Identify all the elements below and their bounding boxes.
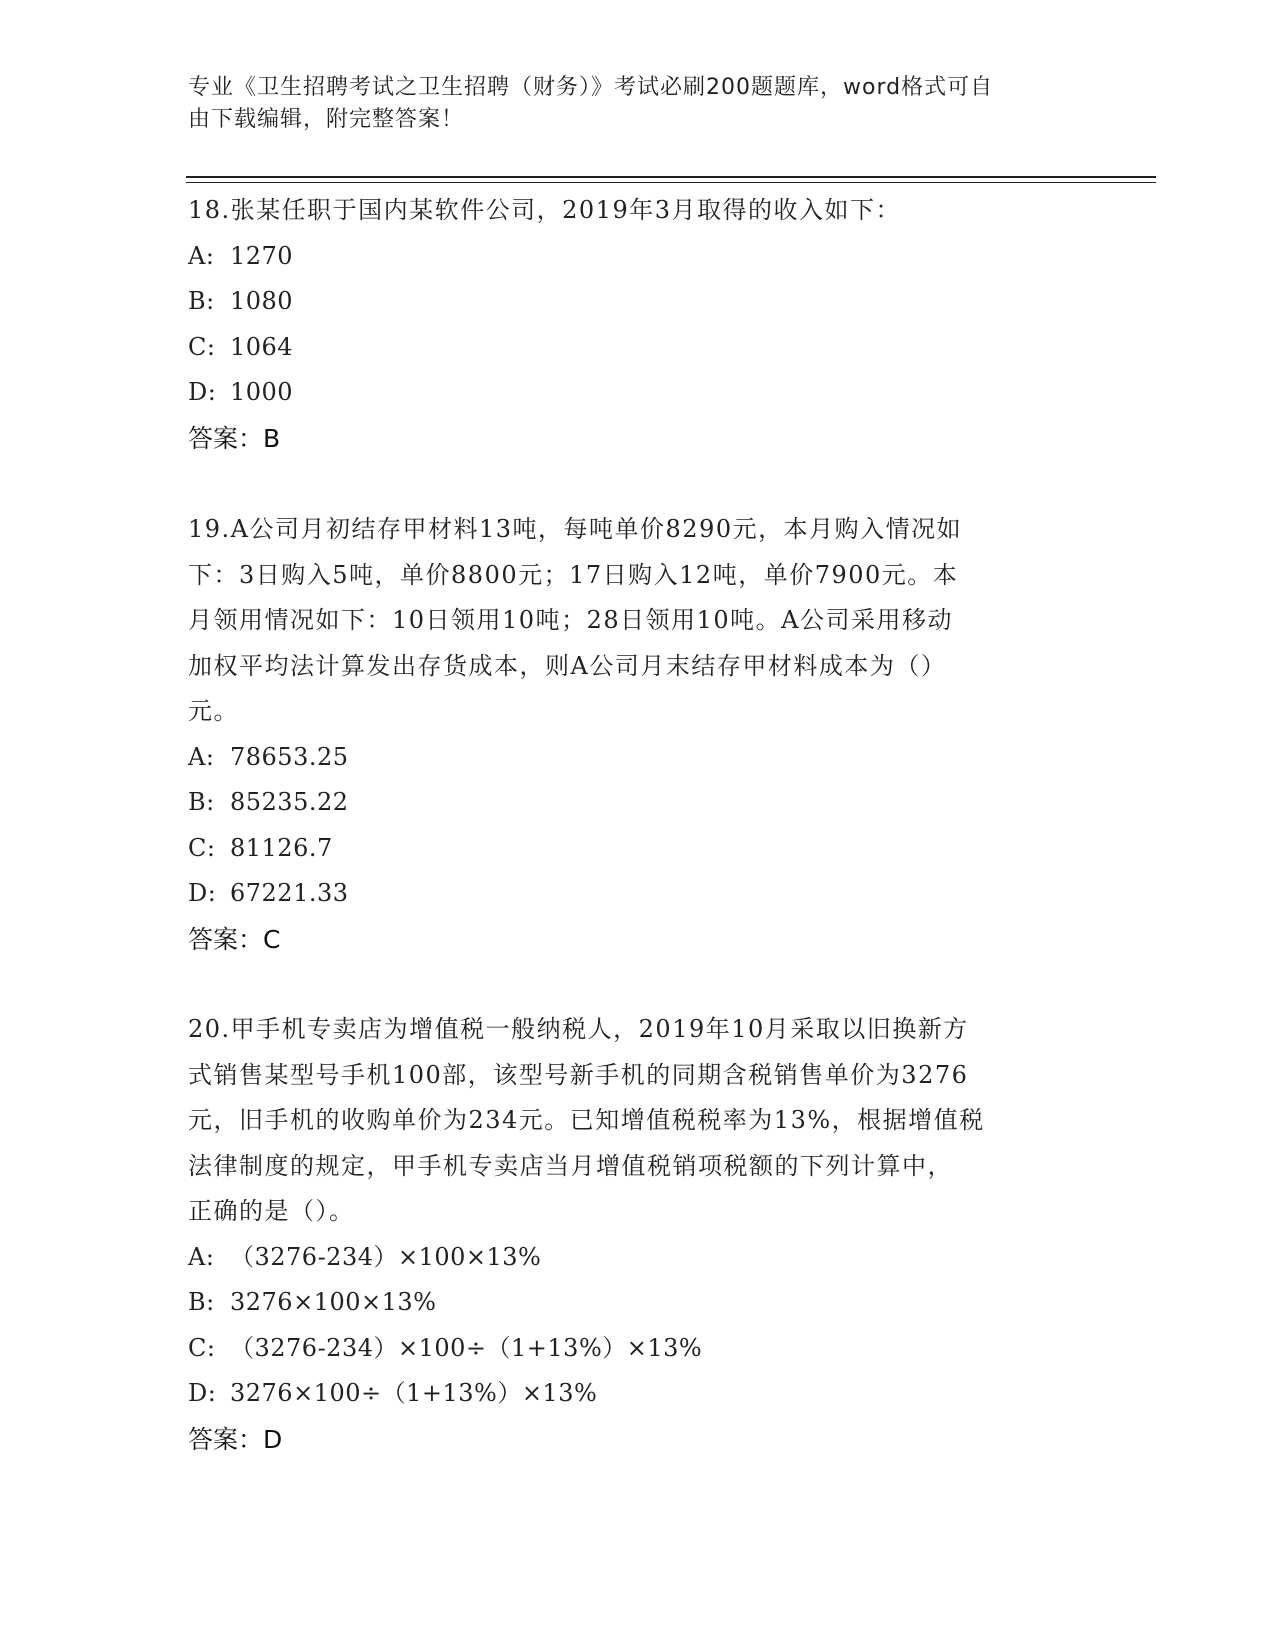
option-text: 1080 xyxy=(230,287,294,315)
option-b xyxy=(188,780,1078,826)
question-stem-line: 元，旧手机的收购单价为234元。已知增值税税率为13%，根据增值税 xyxy=(188,1106,985,1134)
option-text: 1000 xyxy=(230,378,294,406)
option-letter: A: xyxy=(188,742,215,771)
option-letter: D: xyxy=(188,1379,217,1407)
question-stem-line: 20.甲手机专卖店为增值税一般纳税人，2019年10月采取以旧换新方 xyxy=(188,1015,969,1043)
question-19 xyxy=(188,507,1078,962)
option-letter: B: xyxy=(188,788,215,816)
option-letter: A: xyxy=(188,241,215,270)
option-a xyxy=(188,735,1078,781)
document-header xyxy=(188,72,1068,136)
answer-line: 答案：C xyxy=(188,924,281,954)
option-b xyxy=(188,1280,1078,1326)
option-letter: B: xyxy=(188,287,215,315)
option-c xyxy=(188,325,1078,371)
option-c xyxy=(188,1326,1078,1372)
option-text: 81126.7 xyxy=(230,833,333,862)
option-letter: A: xyxy=(188,1242,215,1271)
option-text: 1270 xyxy=(230,241,294,270)
option-text: 85235.22 xyxy=(230,788,349,816)
option-text: 1064 xyxy=(230,332,294,361)
answer-line: 答案：B xyxy=(188,423,281,453)
header-divider-thick xyxy=(186,176,1156,178)
question-stem-line: 正确的是（）。 xyxy=(188,1197,355,1225)
option-letter: C: xyxy=(188,833,216,862)
question-stem-line: 下：3日购入5吨，单价8800元；17日购入12吨，单价7900元。本 xyxy=(188,560,959,589)
question-stem-line: 法律制度的规定，甲手机专卖店当月增值税销项税额的下列计算中， xyxy=(188,1151,953,1180)
question-stem-line: 式销售某型号手机100部，该型号新手机的同期含税销售单价为3276 xyxy=(188,1060,969,1089)
question-stem-line: 18.张某任职于国内某软件公司，2019年3月取得的收入如下： xyxy=(188,196,902,224)
option-text: 78653.25 xyxy=(230,742,349,771)
option-d xyxy=(188,370,1078,416)
question-18 xyxy=(188,188,1078,461)
option-letter: C: xyxy=(188,1333,216,1362)
question-stem-line: 19.A公司月初结存甲材料13吨，每吨单价8290元，本月购入情况如 xyxy=(188,515,963,543)
header-divider-thin xyxy=(186,182,1156,183)
option-text: 67221.33 xyxy=(230,879,349,907)
option-a xyxy=(188,1235,1078,1281)
option-b xyxy=(188,279,1078,325)
question-stem-line: 元。 xyxy=(188,697,239,725)
option-letter: D: xyxy=(188,378,217,406)
question-stem-line: 月领用情况如下：10日领用10吨；28日领用10吨。A公司采用移动 xyxy=(188,606,953,634)
option-text: 3276×100×13% xyxy=(230,1288,437,1316)
header-line-1: 专业《卫生招聘考试之卫生招聘（财务）》考试必刷200题题库，word格式可自 xyxy=(188,75,994,100)
option-letter: B: xyxy=(188,1288,215,1316)
option-d xyxy=(188,1371,1078,1417)
option-a xyxy=(188,234,1078,280)
header-line-2: 由下载编辑，附完整答案！ xyxy=(188,107,465,132)
question-20 xyxy=(188,1007,1078,1462)
option-letter: C: xyxy=(188,332,216,361)
answer-line: 答案：D xyxy=(188,1424,283,1454)
option-d xyxy=(188,871,1078,917)
option-text: （3276-234）×100÷（1+13%）×13% xyxy=(230,1333,703,1362)
option-c xyxy=(188,826,1078,872)
option-text: （3276-234）×100×13% xyxy=(230,1242,542,1271)
option-letter: D: xyxy=(188,879,217,907)
option-text: 3276×100÷（1+13%）×13% xyxy=(230,1379,598,1407)
question-stem-line: 加权平均法计算发出存货成本，则A公司月末结存甲材料成本为（） xyxy=(188,651,947,680)
